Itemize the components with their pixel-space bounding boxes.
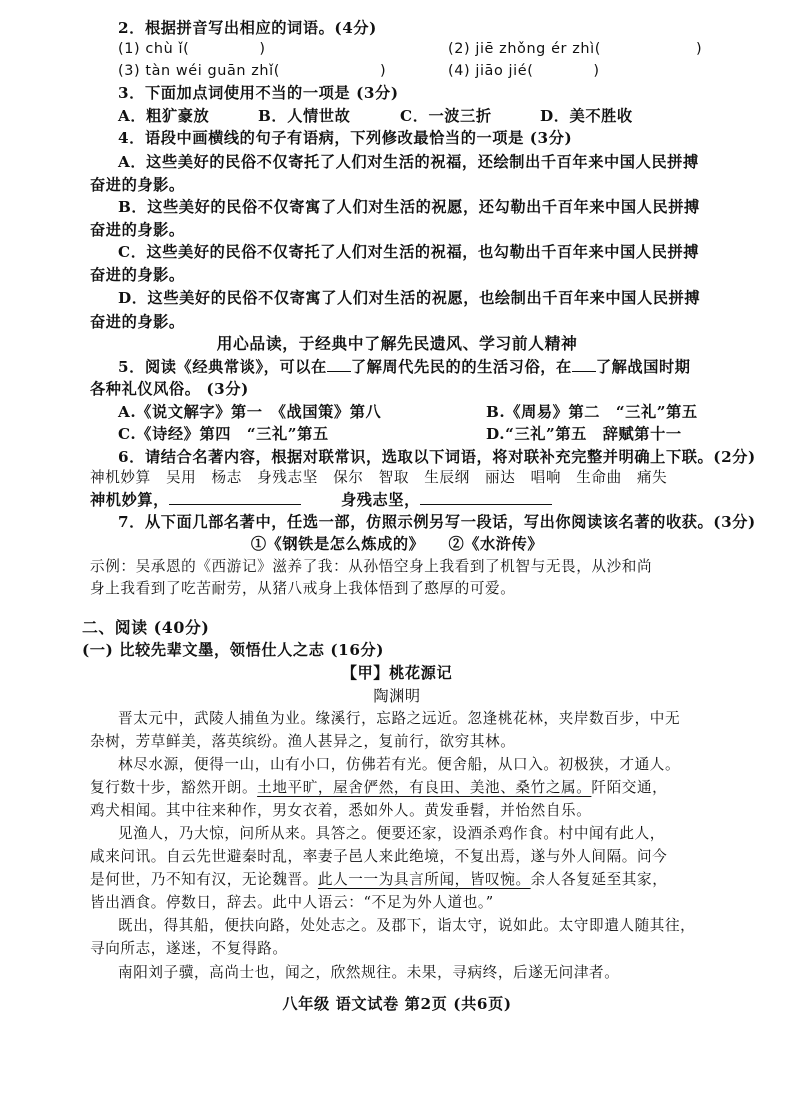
q4-option-b-line1: B．这些美好的民俗不仅寄寓了人们对生活的祝愿，还勾勒出千百年来中国人民拼搏 [118,198,700,216]
q4-option-d-line1: D．这些美好的民俗不仅寄寓了人们对生活的祝愿，也绘制出千百年来中国人民拼搏 [118,289,701,307]
q5-option-b: B.《周易》第二 “三礼”第五 [486,403,698,421]
q3-option-a: A．粗犷豪放 [118,107,210,125]
q4-option-a-line1: A．这些美好的民俗不仅寄托了人们对生活的祝福，还绘制出千百年来中国人民拼搏 [118,153,699,171]
q4-option-c-line1: C．这些美好的民俗不仅寄托了人们对生活的祝福，也勾勒出千百年来中国人民拼搏 [118,243,700,261]
q3-option-c: C．一波三折 [400,107,492,125]
passage-p2-line2: 复行数十步，豁然开朗。土地平旷，屋舍俨然，有良田、美池、桑竹之属。阡陌交通， [90,779,668,796]
q4-option-d-line2: 奋进的身影。 [90,313,185,331]
q4-stem: 4．语段中画横线的句子有语病，下列修改最恰当的一项是 (3分) [118,129,573,147]
q2-item-1: (1) chù ǐ( ) [118,41,266,57]
q5-option-a: A.《说文解字》第一 《战国策》第八 [118,403,382,421]
q5-stem: 5．阅读《经典常谈》，可以在 了解周代先民的的生活习俗，在 了解战国时期 [118,358,691,376]
passage-author: 陶渊明 [373,687,421,705]
q3-stem: 3．下面加点词使用不当的一项是 (3分) [118,84,399,102]
q7-choices: ①《钢铁是怎么炼成的》 ②《水浒传》 [250,535,544,553]
q4-option-c-line2: 奋进的身影。 [90,266,185,284]
part2-sub-heading: (一) 比较先辈文墨，领悟仕人之志 (16分) [82,641,385,659]
page-footer: 八年级 语文试卷 第2页 (共6页) [282,995,512,1013]
passage-p3-line3: 是何世，乃不知有汉，无论魏晋。此人一一为具言所闻，皆叹惋。余人各复延至其家， [90,871,668,888]
q4-option-b-line2: 奋进的身影。 [90,221,185,239]
q3-option-d: D．美不胜收 [540,107,633,125]
q2-stem: 2．根据拼音写出相应的词语。(4分) [118,19,377,37]
passage-p1-line2: 杂树，芳草鲜美，落英缤纷。渔人甚异之，复前行，欲穷其林。 [90,733,516,750]
passage-p2-line1: 林尽水源，便得一山，山有小口，仿佛若有光。便舍船，从口入。初极狭，才通人。 [118,756,681,773]
passage-p3-line2: 咸来问讯。自云先世避秦时乱，率妻子邑人来此绝境，不复出焉，遂与外人间隔。问今 [90,848,668,865]
q7-stem: 7．从下面几部名著中，任选一部，仿照示例另写一段话，写出你阅读该名著的收获。(3分) [118,513,756,531]
q6-couplet-line: 神机妙算， 身残志坚， [90,489,552,511]
q2-item-2: (2) jiē zhǒng ér zhì( ) [448,41,703,57]
q6-stem: 6．请结合名著内容，根据对联常识，选取以下词语，将对联补充完整并明确上下联。(2分) [118,448,756,466]
q4-option-a-line2: 奋进的身影。 [90,176,185,194]
q6-word-list: 神机妙算 吴用 杨志 身残志坚 保尔 智取 生辰纲 丽达 唱响 生命曲 痛失 [90,469,668,486]
passage-title: 【甲】桃花源记 [341,664,453,682]
part2-heading: 二、阅读 (40分) [82,618,210,637]
q2-item-4: (4) jiāo jié( ) [448,63,600,79]
passage-p3-line1: 见渔人，乃大惊，问所从来。具答之。便要还家，设酒杀鸡作食。村中闻有此人， [118,825,665,842]
q7-example-line1: 示例：吴承恩的《西游记》滋养了我：从孙悟空身上我看到了机智与无畏，从沙和尚 [90,558,653,575]
passage-p1-line1: 晋太元中，武陵人捕鱼为业。缘溪行，忘路之远近。忽逢桃花林，夹岸数百步，中无 [118,710,681,727]
q5-option-d: D.“三礼”第五 辞赋第十一 [486,425,682,443]
q3-option-b: B．人情世故 [258,107,351,125]
underlined-sentence-2: 此人一一为具言所闻，皆叹惋。 [317,871,531,888]
q7-example-line2: 身上我看到了吃苦耐劳，从猪八戒身上我体悟到了憨厚的可爱。 [90,580,516,597]
passage-p3-line4: 皆出酒食。停数日，辞去。此中人语云：“不足为外人道也。” [90,894,494,911]
section-heading-classics: 用心品读，于经典中了解先民遗风、学习前人精神 [216,334,578,353]
passage-p5-line1: 南阳刘子骥，高尚士也，闻之，欣然规往。未果，寻病终，后遂无问津者。 [118,964,620,981]
q5-option-c: C.《诗经》第四 “三礼”第五 [118,425,329,443]
passage-p2-line3: 鸡犬相闻。其中往来种作，男女衣着，悉如外人。黄发垂髫，并怡然自乐。 [90,802,592,819]
passage-p4-line1: 既出，得其船，便扶向路，处处志之。及郡下，诣太守，说如此。太守即遣人随其往， [118,917,696,934]
passage-p4-line2: 寻向所志，遂迷，不复得路。 [90,940,288,957]
underlined-sentence-1: 土地平旷，屋舍俨然，有良田、美池、桑竹之属。 [257,779,592,796]
q2-item-3: (3) tàn wéi guān zhǐ( ) [118,63,387,79]
q5-stem-line2: 各种礼仪风俗。 (3分) [90,380,249,398]
